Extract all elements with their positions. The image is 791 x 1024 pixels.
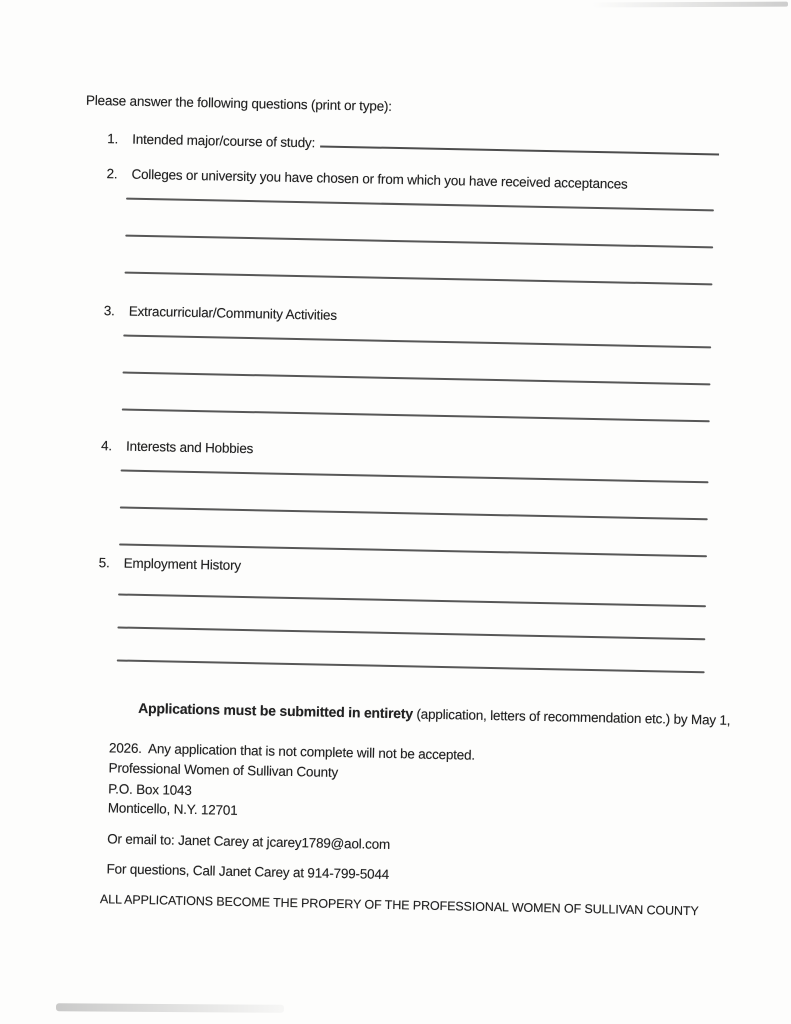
scan-artifact-bottom xyxy=(56,1003,284,1013)
answer-line xyxy=(119,544,707,558)
submission-instructions xyxy=(99,682,772,921)
question-label: Interests and Hobbies xyxy=(125,438,254,457)
submission-deadline-line xyxy=(109,682,772,746)
answer-line xyxy=(122,409,710,423)
question-label: Extracurricular/Community Activities xyxy=(128,303,337,323)
answer-line xyxy=(320,134,719,155)
answer-line xyxy=(125,235,713,249)
question-item-2 xyxy=(105,166,719,285)
question-item-1 xyxy=(107,130,719,158)
answer-line xyxy=(126,198,714,212)
question-number: 2. xyxy=(106,166,118,182)
intro-text: Please answer the following questions (print or type): xyxy=(85,92,392,114)
question-number: 4. xyxy=(100,438,113,454)
answer-line xyxy=(121,470,709,484)
answer-line xyxy=(117,626,705,640)
submission-deadline-line-2: 2026. Any application that is not complete will not be accepted. xyxy=(108,740,476,763)
question-number: 5. xyxy=(98,555,110,571)
org-name: Professional Women of Sullivan County xyxy=(108,760,339,780)
email-contact-line: Or email to: Janet Carey at jcarey1789@aol.com xyxy=(107,831,391,852)
answer-line xyxy=(118,593,706,607)
answer-line xyxy=(125,272,713,286)
city-state-zip: Monticello, N.Y. 12701 xyxy=(107,800,238,818)
answer-line xyxy=(123,335,711,349)
submission-bold-lead: Applications must be submitted in entirety xyxy=(138,699,414,722)
question-item-4 xyxy=(99,438,713,557)
answer-line xyxy=(123,372,711,386)
question-label: Employment History xyxy=(123,555,242,573)
question-label: Intended major/course of study: xyxy=(132,131,316,151)
answer-line xyxy=(120,507,708,521)
disclaimer-text: ALL APPLICATIONS BECOME THE PROPERY OF THE PROFESSIONAL WOMEN OF SULLIVAN COUNTY xyxy=(99,892,699,919)
phone-contact-line: For questions, Call Janet Carey at 914-799-5044 xyxy=(106,861,390,882)
answer-line xyxy=(117,659,705,673)
question-label: Colleges or university you have chosen or from which you have received acceptances xyxy=(131,166,628,192)
scan-artifact-top xyxy=(592,2,788,8)
question-number: 3. xyxy=(103,303,115,319)
question-number: 1. xyxy=(107,131,119,147)
po-box: P.O. Box 1043 xyxy=(108,781,192,799)
question-item-5 xyxy=(97,555,711,673)
question-item-3 xyxy=(102,303,716,422)
submission-lead-rest: (application, letters of recommendation etc.) by May 1, xyxy=(412,706,731,728)
